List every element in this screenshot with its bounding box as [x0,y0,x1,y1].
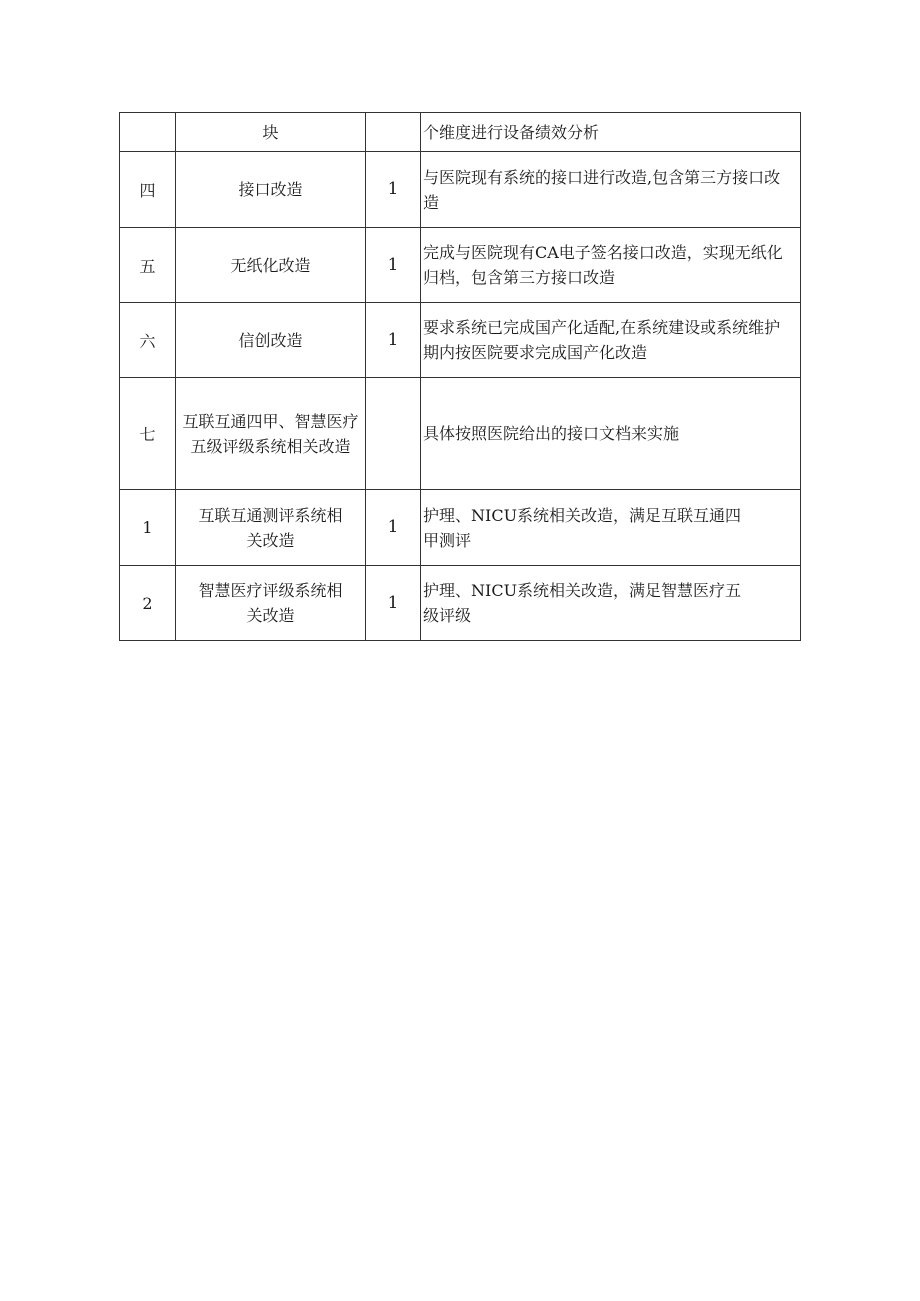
table-row [120,113,801,152]
table-row [120,228,801,303]
row-number [120,113,176,152]
row-number: 七 [120,378,176,490]
item-description: 要求系统已完成国产化适配,在系统建设或系统维护期内按医院要求完成国产化改造 [421,303,801,378]
item-description: 具体按照医院给出的接口文档来实施 [421,378,801,490]
item-quantity: 1 [366,490,421,566]
row-number: 四 [120,152,176,228]
requirements-table [119,112,801,641]
item-quantity [366,378,421,490]
item-name: 块 [176,113,366,152]
item-description: 个维度进行设备绩效分析 [421,113,801,152]
item-name: 互联互通四甲、智慧医疗五级评级系统相关改造 [176,378,366,490]
item-name: 接口改造 [176,152,366,228]
table-row [120,152,801,228]
item-name: 互联互通测评系统相关改造 [176,490,366,566]
row-number: 六 [120,303,176,378]
table-row [120,566,801,641]
row-number: 2 [120,566,176,641]
item-quantity: 1 [366,566,421,641]
row-number: 五 [120,228,176,303]
row-number: 1 [120,490,176,566]
item-quantity [366,113,421,152]
item-quantity: 1 [366,228,421,303]
table-row [120,490,801,566]
item-description: 完成与医院现有CA电子签名接口改造，实现无纸化归档，包含第三方接口改造 [421,228,801,303]
item-name: 信创改造 [176,303,366,378]
table-row [120,303,801,378]
item-name: 无纸化改造 [176,228,366,303]
table-row [120,378,801,490]
item-quantity: 1 [366,152,421,228]
item-name: 智慧医疗评级系统相关改造 [176,566,366,641]
item-quantity: 1 [366,303,421,378]
item-description: 护理、NICU系统相关改造，满足互联互通四甲测评 [421,490,801,566]
item-description: 护理、NICU系统相关改造，满足智慧医疗五级评级 [421,566,801,641]
item-description: 与医院现有系统的接口进行改造,包含第三方接口改造 [421,152,801,228]
